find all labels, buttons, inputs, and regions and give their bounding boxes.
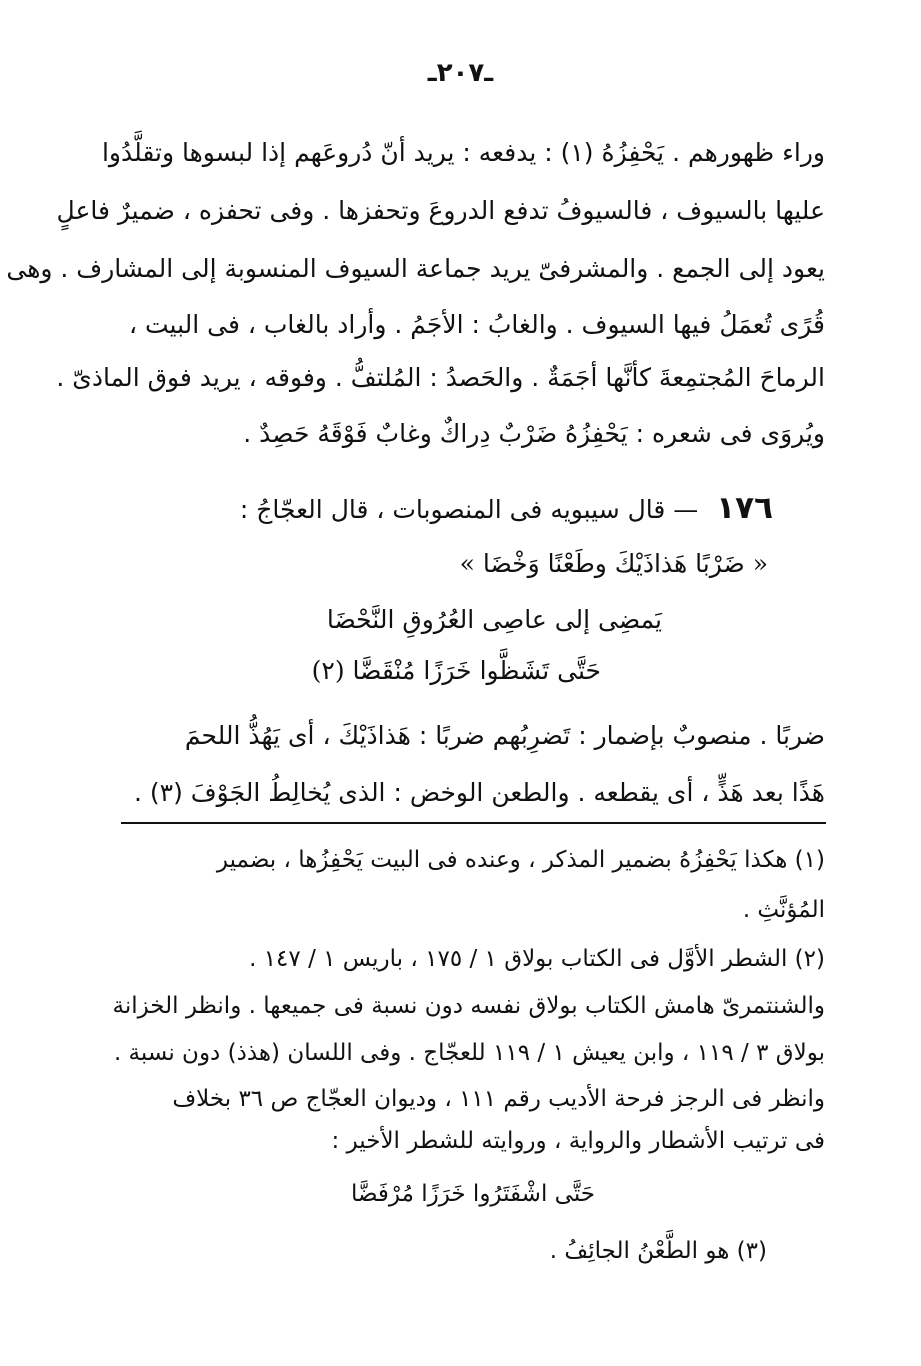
body-line-6: ويُروَى فى شعره : يَحْفِزُهُ ضَرْبٌ دِراكٌ وغابٌ فَوْقَهُ حَصِدٌ . <box>243 419 825 448</box>
footnote-2-line-1: (٢) الشطر الأوَّل فى الكتاب بولاق ١ / ١٧٥ ، باريس ١ / ١٤٧ . <box>249 946 825 972</box>
body-line-2: عليها بالسيوف ، فالسيوفُ تدفع الدروعَ وتحفزها . وفى تحفزه ، ضميرٌ فاعلٍ <box>56 196 825 225</box>
entry-explanation-1: ضربًا . منصوبٌ بإضمار : تَضرِبُهم ضربًا : هَذاذَيْكَ ، أى يَهُذُّ اللحمَ <box>184 721 825 750</box>
footnote-2-line-4: وانظر فى الرجز فرحة الأديب رقم ١١١ ، وديوان العجّاج ص ٣٦ بخلاف <box>172 1086 825 1112</box>
body-line-3: يعود إلى الجمع . والمشرفىّ يريد جماعة السيوف المنسوبة إلى المشارف . وهى <box>6 254 825 283</box>
footnote-2-line-5: فى ترتيب الأشطار والرواية ، وروايته للشطر الأخير : <box>331 1128 825 1154</box>
footnote-3: (٣) هو الطَّعْنُ الجائِفُ . <box>549 1238 767 1264</box>
rajaz-quote: « ضَرْبًا هَذاذَيْكَ وطَعْنًا وَخْضَا » <box>459 549 768 578</box>
footnote-divider <box>121 822 826 824</box>
body-line-4: قُرًى تُعمَلُ فيها السيوف . والغابُ : الأجَمُ . وأراد بالغاب ، فى البيت ، <box>128 310 825 339</box>
footnote-1-line-2: المُؤنَّثِ . <box>742 897 825 923</box>
entry-explanation-2: هَذًا بعد هَذٍّ ، أى يقطعه . والطعن الوخض : الذى يُخالِطُ الجَوْفَ (٣) . <box>133 778 825 807</box>
footnote-1-line-1: (١) هكذا يَحْفِزُهُ بضمير المذكر ، وعنده فى البيت يَحْفِزُها ، بضمير <box>216 847 825 873</box>
entry-number: ١٧٦ <box>716 490 773 526</box>
verse-line-1: يَمضِى إلى عاصِى العُرُوقِ النَّحْضَا <box>326 605 662 634</box>
body-line-1: وراء ظهورهم . يَحْفِزُهُ (١) : يدفعه : يريد أنّ دُروعَهم إذا لبسوها وتقلَّدُوا <box>101 138 825 167</box>
footnote-2-line-2: والشنتمرىّ هامش الكتاب بولاق نفسه دون نسبة فى جميعها . وانظر الخزانة <box>112 993 825 1019</box>
footnote-2-line-3: بولاق ٣ / ١١٩ ، وابن يعيش ١ / ١١٩ للعجّاج . وفى اللسان (هذذ) دون نسبة . <box>113 1040 825 1066</box>
entry-intro: — قال سيبويه فى المنصوبات ، قال العجّاجُ : <box>239 495 699 524</box>
body-line-5: الرماحَ المُجتمِعةَ كأنَّها أجَمَةٌ . والحَصدُ : المُلتفُّ . وفوقه ، يريد فوق الماذىّ . <box>56 363 825 392</box>
verse-line-2: حَتَّى تَشَظَّوا خَرَزًا مُنْقَضَّا (٢) <box>311 656 601 685</box>
page-number: ـ٢٠٧ـ <box>427 58 494 88</box>
entry-heading <box>133 491 773 527</box>
footnote-2-verse: حَتَّى اشْفَتَرُوا خَرَزًا مُرْفَضَّا <box>350 1181 595 1207</box>
